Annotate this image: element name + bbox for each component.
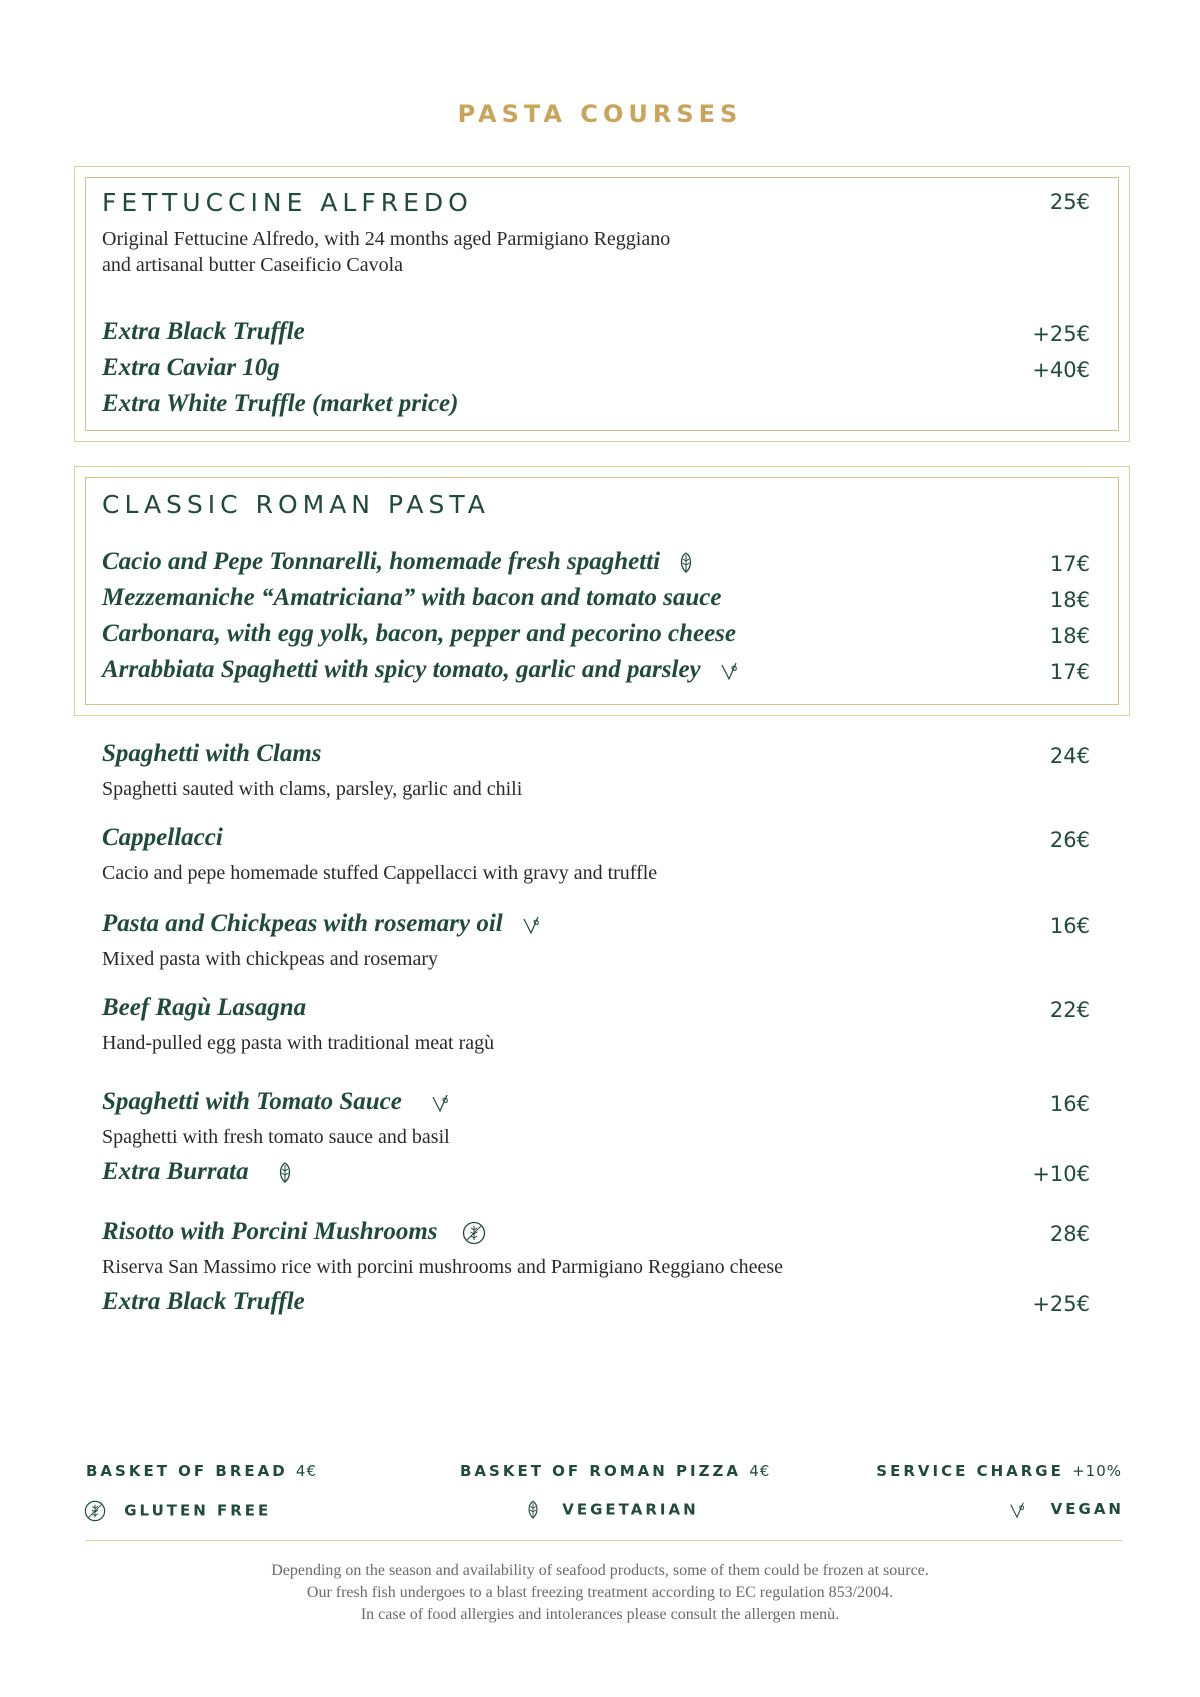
- dish-desc: Riserva San Massimo rice with porcini mushrooms and Parmigiano Reggiano cheese: [102, 1256, 783, 1278]
- dish-name: Pasta and Chickpeas with rosemary oil: [102, 910, 503, 937]
- vegetarian-icon: [277, 1162, 293, 1184]
- vegan-icon: [430, 1093, 450, 1113]
- dish-name: Cappellacci: [102, 824, 223, 851]
- dish-price: 24€: [1049, 744, 1090, 768]
- pizza-price: 4€: [749, 1462, 771, 1480]
- roman-item: [102, 548, 694, 576]
- gluten-free-icon: [462, 1221, 486, 1245]
- roman-title: CLASSIC ROMAN PASTA: [102, 490, 490, 519]
- roman-item-name: Cacio and Pepe Tonnarelli, homemade fresh spaghetti: [102, 548, 661, 575]
- dish-extra-name: Extra Black Truffle: [102, 1288, 305, 1315]
- alfredo-extra-name: Extra White Truffle (market price): [102, 390, 459, 417]
- roman-item: [102, 584, 722, 612]
- alfredo-extra-name: Extra Caviar 10g: [102, 354, 280, 381]
- dish-extra-price: +25€: [1032, 1292, 1090, 1316]
- vegan-icon: [719, 661, 739, 681]
- dish-title-row: [102, 1088, 450, 1116]
- dish-price: 16€: [1049, 914, 1090, 938]
- notice-line: Depending on the season and availability of seafood products, some of them could be frozen at source.: [271, 1562, 929, 1579]
- dish-price: 16€: [1049, 1092, 1090, 1116]
- alfredo-extra-price: +25€: [1032, 322, 1090, 346]
- dish-desc: Cacio and pepe homemade stuffed Cappellacci with gravy and truffle: [102, 862, 658, 884]
- dish-name: Beef Ragù Lasagna: [102, 994, 307, 1021]
- roman-item-price: 18€: [1049, 588, 1090, 612]
- legend-vegan-label: VEGAN: [1050, 1500, 1124, 1518]
- legend-gluten-free-label: GLUTEN FREE: [124, 1501, 272, 1520]
- pizza-basket: [460, 1462, 770, 1480]
- alfredo-desc-line2: and artisanal butter Caseificio Cavola: [102, 254, 404, 276]
- dish-price: 28€: [1049, 1222, 1090, 1246]
- roman-item-name: Arrabbiata Spaghetti with spicy tomato, garlic and parsley: [102, 656, 701, 683]
- dish-price: 22€: [1049, 998, 1090, 1022]
- roman-item-name: Carbonara, with egg yolk, bacon, pepper and pecorino cheese: [102, 620, 737, 647]
- roman-item-name: Mezzemaniche “Amatriciana” with bacon and tomato sauce: [102, 584, 722, 611]
- legend-vegetarian-label: VEGETARIAN: [562, 1500, 699, 1519]
- dish-extra-row: [102, 1158, 293, 1186]
- service-label: SERVICE CHARGE: [876, 1462, 1064, 1480]
- alfredo-title: FETTUCCINE ALFREDO: [102, 188, 473, 217]
- dish-desc: Mixed pasta with chickpeas and rosemary: [102, 948, 439, 970]
- alfredo-price: 25€: [1049, 190, 1090, 214]
- dish-title-row: [102, 910, 541, 938]
- dish-desc: Spaghetti sauted with clams, parsley, garlic and chili: [102, 778, 523, 800]
- dish-name: Spaghetti with Tomato Sauce: [102, 1088, 402, 1115]
- vegan-icon: [1008, 1501, 1026, 1519]
- roman-item: [102, 620, 736, 648]
- alfredo-extra-name: Extra Black Truffle: [102, 318, 305, 345]
- dish-extra-name: Extra Burrata: [102, 1158, 249, 1185]
- roman-item: [102, 656, 739, 684]
- vegetarian-icon: [526, 1500, 540, 1520]
- vegan-icon: [521, 915, 541, 935]
- dish-title-row: [102, 1218, 486, 1246]
- service-value: +10%: [1072, 1462, 1122, 1480]
- bread-price: 4€: [295, 1462, 318, 1480]
- footer-divider: [86, 1540, 1122, 1541]
- roman-item-price: 17€: [1049, 660, 1090, 684]
- service-charge: [876, 1462, 1122, 1480]
- notice-line: In case of food allergies and intolerances please consult the allergen menù.: [360, 1606, 840, 1623]
- roman-item-price: 17€: [1049, 552, 1090, 576]
- alfredo-extra-price: +40€: [1032, 358, 1090, 382]
- vegetarian-icon: [678, 552, 694, 574]
- footer-notice: [0, 1560, 1200, 1626]
- legend-vegan: [1008, 1500, 1124, 1519]
- dish-desc: Hand-pulled egg pasta with traditional meat ragù: [102, 1032, 495, 1054]
- roman-item-price: 18€: [1049, 624, 1090, 648]
- dish-name: Spaghetti with Clams: [102, 740, 322, 767]
- legend-vegetarian: [526, 1500, 699, 1520]
- dish-extra-price: +10€: [1032, 1162, 1090, 1186]
- bread-basket: [86, 1462, 317, 1480]
- bread-label: BASKET OF BREAD: [86, 1462, 288, 1480]
- notice-line: Our fresh fish undergoes to a blast freezing treatment according to EC regulation 853/2004.: [306, 1584, 894, 1601]
- dish-name: Risotto with Porcini Mushrooms: [102, 1218, 438, 1245]
- gluten-free-icon: [84, 1500, 106, 1522]
- dish-desc: Spaghetti with fresh tomato sauce and basil: [102, 1126, 450, 1148]
- dish-price: 26€: [1049, 828, 1090, 852]
- pizza-label: BASKET OF ROMAN PIZZA: [460, 1462, 741, 1480]
- alfredo-desc-line1: Original Fettucine Alfredo, with 24 months aged Parmigiano Reggiano: [102, 228, 671, 250]
- legend-gluten-free: [84, 1500, 271, 1522]
- page-title: PASTA COURSES: [457, 100, 743, 128]
